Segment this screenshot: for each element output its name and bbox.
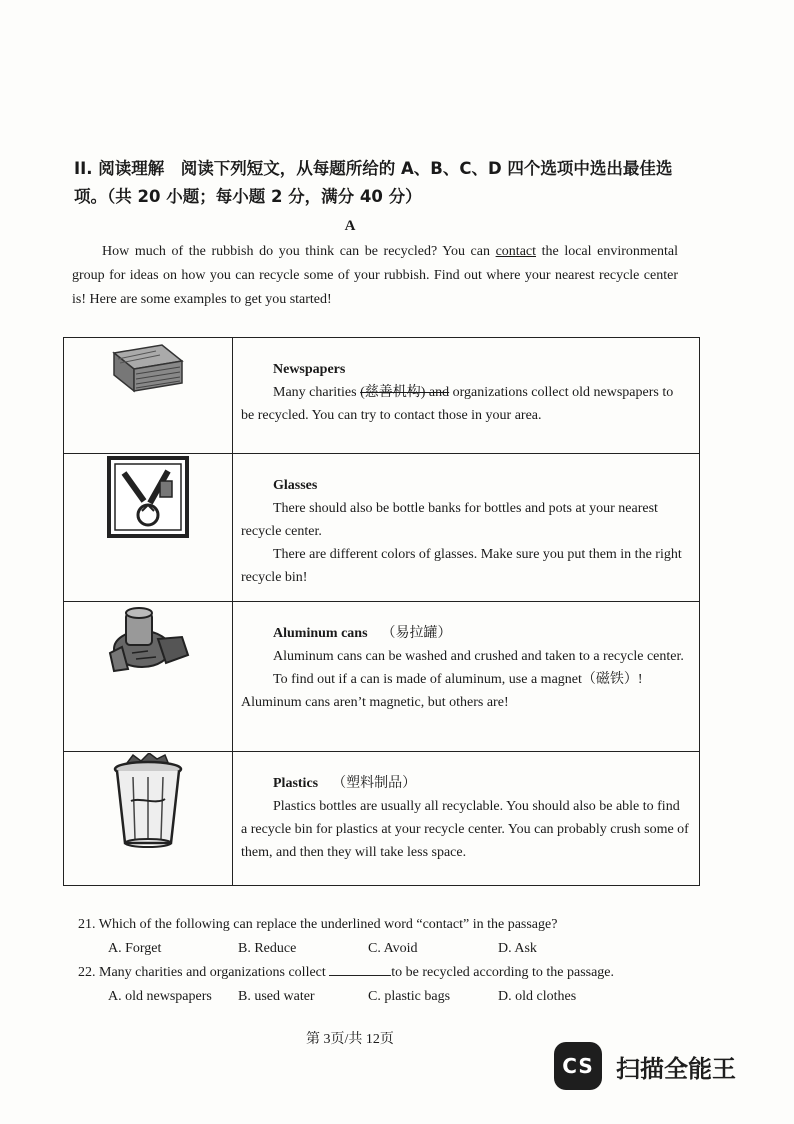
glass-recycle-icon	[106, 455, 190, 539]
question-stem: 22. Many charities and organizations collect to be recycled according to the passage.	[78, 961, 718, 985]
intro-text-after: the local environmental group for ideas on how you can recycle some of your rubbish. Find out where your nearest recycle center is! Here are some examples to get you started!	[72, 244, 678, 307]
item-title-cn: （塑料制品）	[332, 776, 417, 791]
table-row	[64, 752, 700, 886]
option-d: D. old clothes	[498, 989, 577, 1004]
item-title: Newspapers	[273, 362, 346, 377]
plastics-bin-icon	[111, 753, 185, 849]
picture-cell	[64, 454, 233, 602]
text-cell	[233, 454, 700, 602]
item-title: Glasses	[273, 478, 318, 493]
question-options	[78, 937, 718, 961]
newspapers-icon	[108, 339, 188, 399]
questions	[78, 913, 718, 1009]
text-cell	[233, 752, 700, 886]
aluminum-cans-icon	[102, 603, 194, 679]
picture-cell	[64, 338, 233, 454]
scanner-watermark	[554, 1042, 736, 1090]
text-cell	[233, 602, 700, 752]
underlined-word: contact	[495, 244, 537, 259]
camscanner-logo: CS	[554, 1042, 602, 1090]
option-c: C. Avoid	[368, 941, 418, 956]
item-title: Plastics （塑料制品）	[273, 776, 417, 791]
table-row	[64, 454, 700, 602]
camscanner-text: 扫描全能王	[616, 1054, 736, 1083]
item-paragraph: Plastics bottles are usually all recyclable. You should also be able to find a recycle bin for plastics at your recycle center. You can probably crush some of them, and then they will take less space.	[241, 799, 689, 860]
picture-cell	[64, 752, 233, 886]
page-number: 第 3页/共 12页	[306, 1032, 394, 1047]
option-d: D. Ask	[498, 941, 537, 956]
option-a: A. Forget	[108, 941, 162, 956]
option-b: B. used water	[238, 989, 315, 1004]
table-row	[64, 602, 700, 752]
item-paragraph: Aluminum cans can be washed and crushed and taken to a recycle center.	[273, 649, 684, 664]
item-paragraph: There are different colors of glasses. Make sure you put them in the right recycle bin!	[241, 547, 682, 585]
passage-letter: A	[344, 218, 356, 234]
option-c: C. plastic bags	[368, 989, 451, 1004]
question-stem: 21. Which of the following can replace the underlined word “contact” in the passage?	[78, 917, 558, 932]
intro-paragraph	[72, 240, 678, 312]
item-title: Aluminum cans （易拉罐）	[273, 626, 452, 641]
item-paragraph: To find out if a can is made of aluminum, use a magnet（磁铁）! Aluminum cans aren’t magnetic, but others are!	[241, 672, 643, 710]
struck-text: (慈善机构) and	[360, 385, 450, 400]
picture-cell	[64, 602, 233, 752]
item-paragraph: Many charities (慈善机构) and organizations collect old newspapers to be recycled. You can try to contact those in your area.	[241, 385, 674, 423]
option-b: B. Reduce	[238, 941, 297, 956]
recycling-table	[63, 337, 700, 886]
option-a: A. old newspapers	[108, 989, 212, 1004]
item-title-cn: （易拉罐）	[381, 626, 452, 641]
section-heading: II. 阅读理解 阅读下列短文，从每题所给的 A、B、C、D 四个选项中选出最佳选项。（共 20 小题；每小题 2 分，满分 40 分）	[74, 159, 673, 206]
text-cell	[233, 338, 700, 454]
table-row	[64, 338, 700, 454]
item-paragraph: There should also be bottle banks for bottles and pots at your nearest recycle center.	[241, 501, 658, 539]
intro-text-before: How much of the rubbish do you think can be recycled? You can	[102, 244, 496, 259]
question-options	[78, 985, 718, 1009]
answer-blank	[329, 961, 391, 976]
